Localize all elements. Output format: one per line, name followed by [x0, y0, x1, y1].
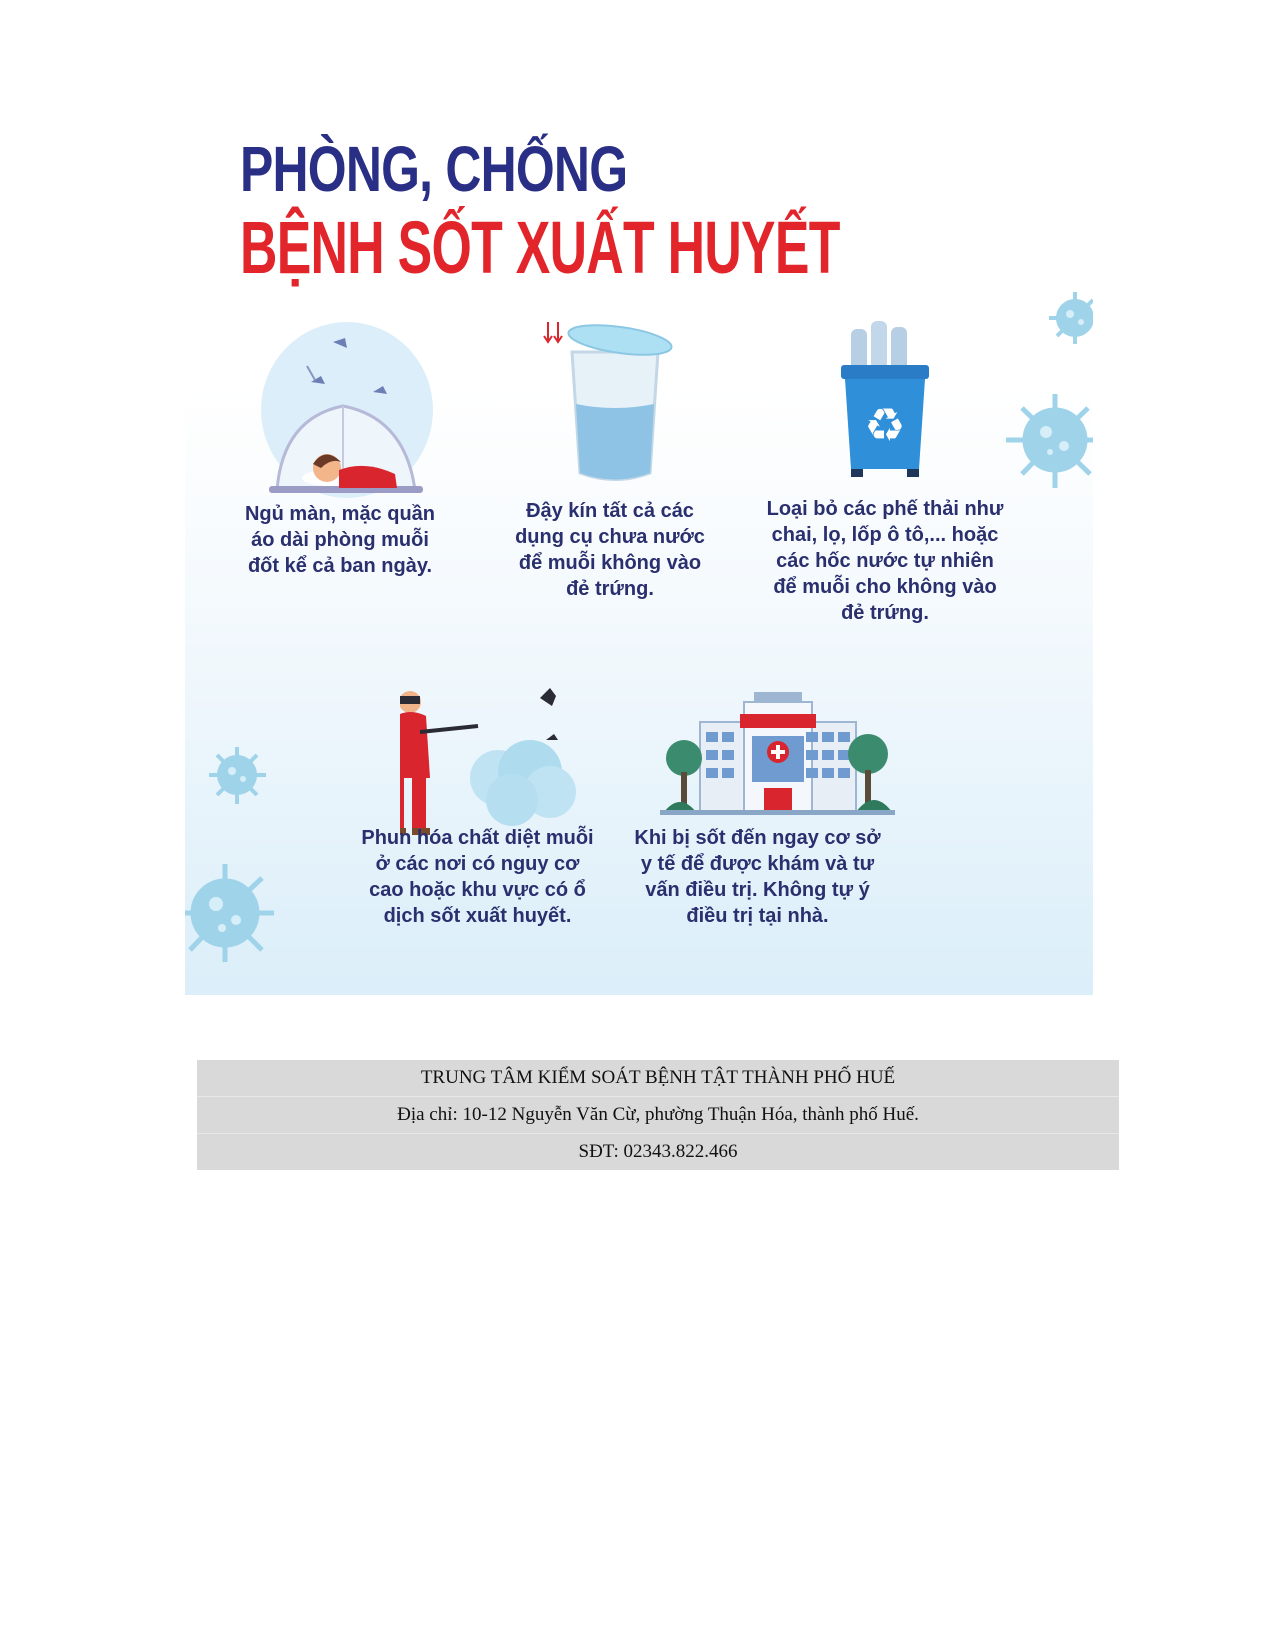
virus-icon	[185, 858, 280, 968]
covered-water-container-icon	[540, 318, 685, 488]
virus-icon	[205, 743, 270, 808]
svg-text:♻: ♻	[864, 398, 906, 452]
insecticide-sprayer-icon	[400, 668, 590, 843]
organization-name: TRUNG TÂM KIỂM SOÁT BỆNH TẬT THÀNH PHỐ HUẾ	[197, 1060, 1119, 1097]
poster-title-line2: BỆNH SỐT XUẤT HUYẾT	[240, 206, 840, 289]
virus-icon	[1045, 288, 1093, 348]
poster-title-line1: PHÒNG, CHỐNG	[240, 133, 628, 205]
organization-phone: SĐT: 02343.822.466	[578, 1141, 738, 1162]
mosquito-net-icon	[255, 318, 435, 498]
caption-item-4: Phun hóa chất diệt muỗi ở các nơi có nguy cơ cao hoặc khu vực có ổ dịch sốt xuất huyết.	[361, 827, 594, 927]
caption-item-3: Loại bỏ các phế thải như chai, lọ, lốp ô tô,... hoặc các hốc nước tự nhiên để muỗi cho không vào đẻ trứng.	[766, 498, 1004, 624]
hospital-icon	[660, 688, 895, 818]
dengue-prevention-poster	[185, 103, 1093, 995]
caption-item-2: Đậy kín tất cả các dụng cụ chưa nước để muỗi không vào đẻ trứng.	[515, 500, 705, 600]
caption-item-1: Ngủ màn, mặc quần áo dài phòng muỗi đốt kể cả ban ngày.	[244, 503, 436, 577]
virus-icon	[1000, 388, 1093, 493]
contact-info-box	[197, 1060, 1119, 1170]
recycle-bin-icon	[835, 313, 935, 483]
caption-item-5: Khi bị sốt đến ngay cơ sở y tế để được khám và tư vấn điều trị. Không tự ý điều trị tại nhà.	[634, 827, 881, 927]
organization-address: Địa chỉ: 10-12 Nguyễn Văn Cừ, phường Thuận Hóa, thành phố Huế.	[197, 1097, 1119, 1134]
